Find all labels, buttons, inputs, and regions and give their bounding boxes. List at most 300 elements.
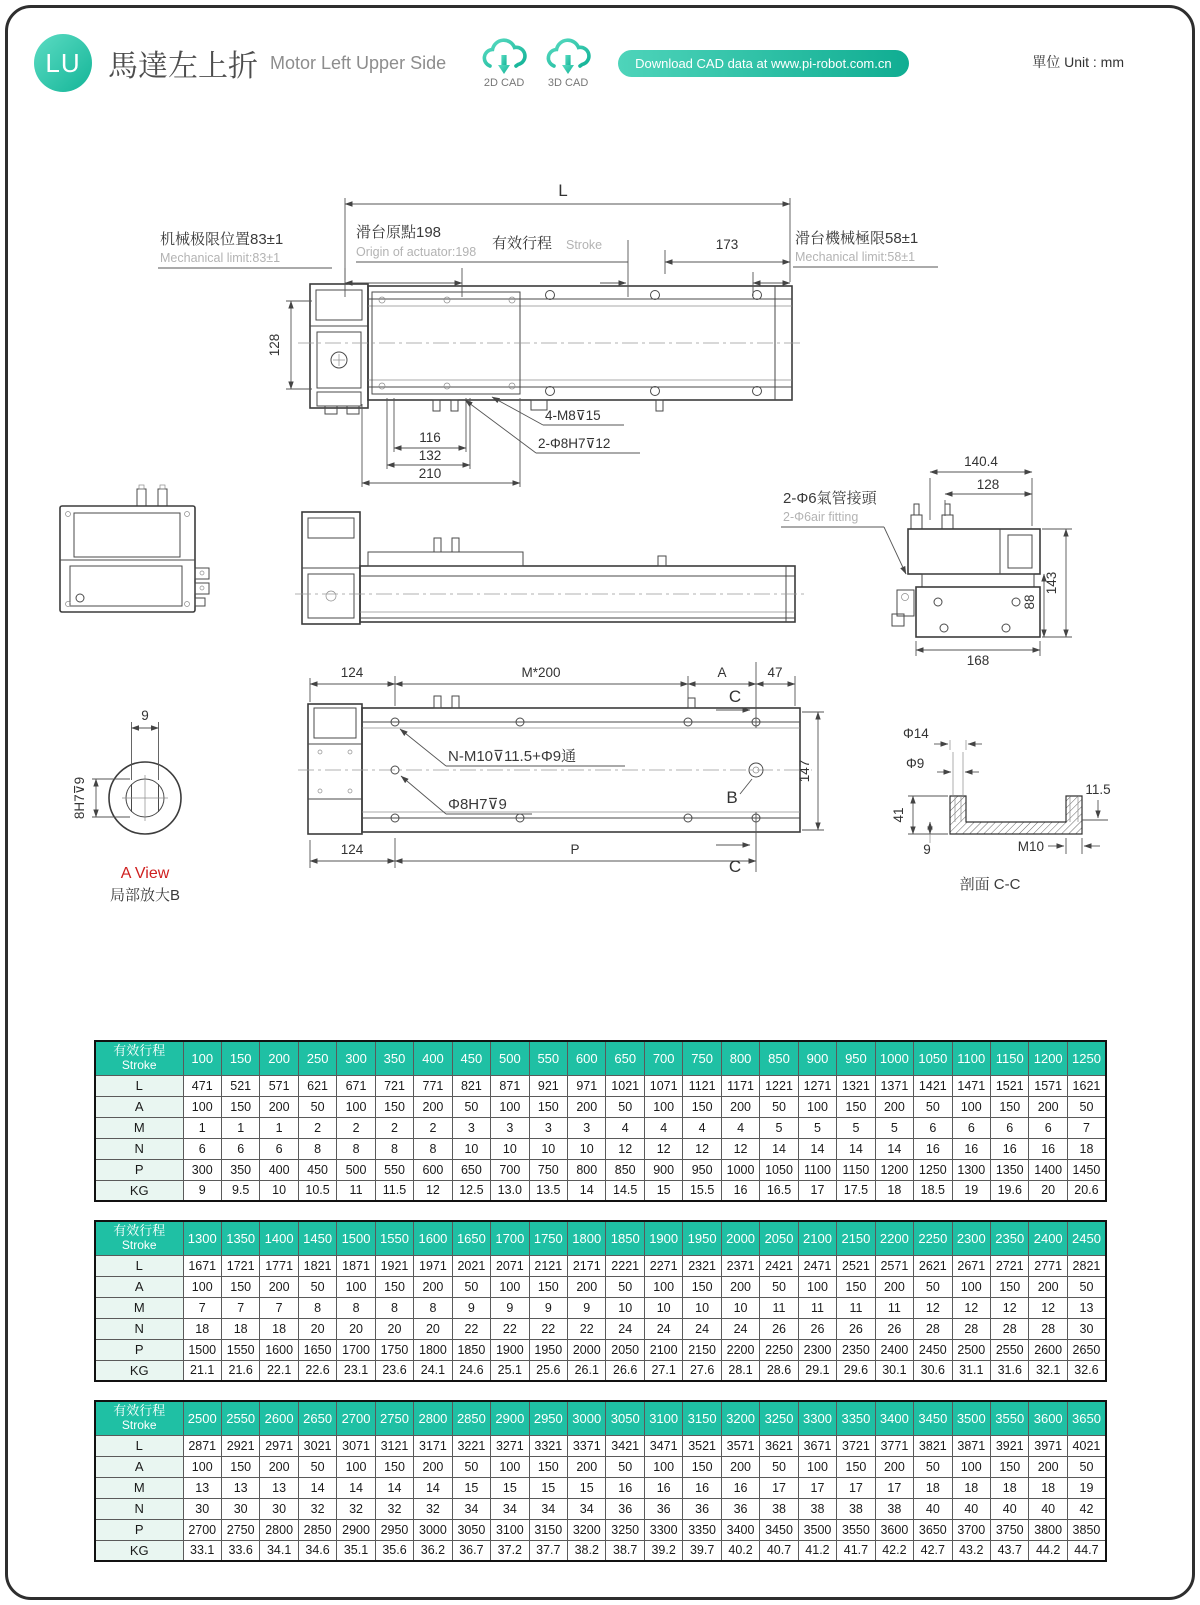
value-cell: 2271: [644, 1255, 682, 1276]
value-cell: 471: [183, 1075, 221, 1096]
table-row: [95, 1339, 1106, 1360]
value-cell: 200: [414, 1456, 452, 1477]
table-row: [95, 1477, 1106, 1498]
dim-L: L: [558, 181, 568, 200]
value-cell: 10: [491, 1138, 529, 1159]
table-row: [95, 1180, 1106, 1201]
dim-9-base: 9: [923, 842, 931, 857]
dim-phi9: Φ9: [906, 756, 925, 771]
dim-143: 143: [1044, 571, 1059, 595]
value-cell: 23.6: [375, 1360, 413, 1381]
value-cell: 100: [644, 1456, 682, 1477]
value-cell: 50: [452, 1096, 490, 1117]
value-cell: 6: [914, 1117, 952, 1138]
download-cad-banner[interactable]: Download CAD data at www.pi-robot.com.cn: [618, 50, 909, 77]
stroke-header-cell: 3350: [837, 1401, 875, 1435]
value-cell: 41.7: [837, 1540, 875, 1561]
value-cell: 3100: [491, 1519, 529, 1540]
stroke-header-cell: 2350: [991, 1221, 1029, 1255]
row-label: N: [95, 1318, 183, 1339]
value-cell: 1671: [183, 1255, 221, 1276]
value-cell: 2871: [183, 1435, 221, 1456]
value-cell: 200: [875, 1456, 913, 1477]
stroke-header-cell: 2700: [337, 1401, 375, 1435]
value-cell: 1500: [183, 1339, 221, 1360]
value-cell: 3050: [452, 1519, 490, 1540]
stroke-header-cell: 3200: [721, 1401, 759, 1435]
table-row: [95, 1096, 1106, 1117]
value-cell: 33.6: [221, 1540, 259, 1561]
value-cell: 1221: [760, 1075, 798, 1096]
value-cell: 6: [183, 1138, 221, 1159]
dim-P: P: [570, 842, 580, 857]
value-cell: 18: [183, 1318, 221, 1339]
value-cell: 16: [606, 1477, 644, 1498]
value-cell: 17: [760, 1477, 798, 1498]
value-cell: 2821: [1067, 1255, 1106, 1276]
value-cell: 14: [375, 1477, 413, 1498]
value-cell: 200: [260, 1276, 298, 1297]
value-cell: 12: [952, 1297, 990, 1318]
dim-47: 47: [767, 665, 783, 680]
value-cell: 1621: [1067, 1075, 1106, 1096]
value-cell: 1021: [606, 1075, 644, 1096]
section-cc-title: 剖面 C-C: [959, 876, 1021, 893]
value-cell: 11.5: [375, 1180, 413, 1201]
bottom-view-dimensions: [310, 662, 824, 876]
value-cell: 3550: [837, 1519, 875, 1540]
value-cell: 38.2: [568, 1540, 606, 1561]
value-cell: 17.5: [837, 1180, 875, 1201]
value-cell: 28.1: [721, 1360, 759, 1381]
value-cell: 50: [452, 1456, 490, 1477]
value-cell: 600: [414, 1159, 452, 1180]
value-cell: 150: [837, 1276, 875, 1297]
value-cell: 2950: [375, 1519, 413, 1540]
value-cell: 1100: [798, 1159, 836, 1180]
value-cell: 7: [183, 1297, 221, 1318]
value-cell: 20: [375, 1318, 413, 1339]
value-cell: 2: [298, 1117, 336, 1138]
value-cell: 3850: [1067, 1519, 1106, 1540]
stroke-header-cell: 1350: [221, 1221, 259, 1255]
value-cell: 36: [721, 1498, 759, 1519]
value-cell: 150: [221, 1276, 259, 1297]
value-cell: 2900: [337, 1519, 375, 1540]
value-cell: 40: [1029, 1498, 1067, 1519]
value-cell: 32.1: [1029, 1360, 1067, 1381]
value-cell: 50: [298, 1276, 336, 1297]
value-cell: 9: [183, 1180, 221, 1201]
value-cell: 39.2: [644, 1540, 682, 1561]
stroke-header-cell: 2050: [760, 1221, 798, 1255]
stroke-header-cell: 3300: [798, 1401, 836, 1435]
value-cell: 20: [337, 1318, 375, 1339]
value-cell: 300: [183, 1159, 221, 1180]
value-cell: 18: [260, 1318, 298, 1339]
value-cell: 50: [760, 1456, 798, 1477]
stroke-header-cell: 200: [260, 1041, 298, 1075]
top-view-dimensions: [158, 181, 938, 487]
section-label-C-bottom: C: [728, 857, 742, 876]
value-cell: 3321: [529, 1435, 567, 1456]
dim-124-bottom: 124: [340, 842, 364, 857]
value-cell: 18: [914, 1477, 952, 1498]
value-cell: 3400: [721, 1519, 759, 1540]
value-cell: 2300: [798, 1339, 836, 1360]
stroke-header-cell: 3650: [1067, 1401, 1106, 1435]
value-cell: 6: [260, 1138, 298, 1159]
stroke-header-cell: 1250: [1067, 1041, 1106, 1075]
origin-label-en: Origin of actuator:198: [356, 245, 477, 259]
value-cell: 16: [721, 1180, 759, 1201]
stroke-header-cell: 1900: [644, 1221, 682, 1255]
value-cell: 200: [721, 1096, 759, 1117]
value-cell: 621: [298, 1075, 336, 1096]
value-cell: 900: [644, 1159, 682, 1180]
value-cell: 2650: [1067, 1339, 1106, 1360]
value-cell: 1321: [837, 1075, 875, 1096]
value-cell: 3771: [875, 1435, 913, 1456]
value-cell: 7: [1067, 1117, 1106, 1138]
value-cell: 2750: [221, 1519, 259, 1540]
value-cell: 24: [644, 1318, 682, 1339]
value-cell: 821: [452, 1075, 490, 1096]
value-cell: 32.6: [1067, 1360, 1106, 1381]
stroke-header-cell: 1800: [568, 1221, 606, 1255]
value-cell: 16: [991, 1138, 1029, 1159]
3d-cad-download-button[interactable]: [542, 38, 594, 89]
value-cell: 1171: [721, 1075, 759, 1096]
dim-m200: M*200: [521, 665, 561, 680]
value-cell: 1750: [375, 1339, 413, 1360]
value-cell: 30: [260, 1498, 298, 1519]
stroke-table-1: [94, 1040, 1107, 1202]
value-cell: 3021: [298, 1435, 336, 1456]
value-cell: 36: [644, 1498, 682, 1519]
stroke-header-label: 有效行程 Stroke: [95, 1041, 183, 1075]
value-cell: 14: [760, 1138, 798, 1159]
value-cell: 24: [683, 1318, 721, 1339]
value-cell: 521: [221, 1075, 259, 1096]
mech-limit-right-label: 滑台機械極限58±1: [795, 230, 919, 247]
dim-140-4: 140.4: [964, 454, 998, 469]
value-cell: 40.2: [721, 1540, 759, 1561]
dim-41: 41: [891, 807, 906, 823]
row-label: M: [95, 1297, 183, 1318]
value-cell: 24.1: [414, 1360, 452, 1381]
value-cell: 2150: [683, 1339, 721, 1360]
value-cell: 36: [606, 1498, 644, 1519]
value-cell: 3800: [1029, 1519, 1067, 1540]
callout-2-phi8: 2-Φ8H7⊽12: [538, 436, 611, 451]
stroke-header-cell: 3050: [606, 1401, 644, 1435]
value-cell: 3650: [914, 1519, 952, 1540]
value-cell: 2971: [260, 1435, 298, 1456]
stroke-header-cell: 2150: [837, 1221, 875, 1255]
value-cell: 24: [721, 1318, 759, 1339]
value-cell: 3121: [375, 1435, 413, 1456]
value-cell: 14: [568, 1180, 606, 1201]
stroke-header-cell: 950: [837, 1041, 875, 1075]
value-cell: 3871: [952, 1435, 990, 1456]
value-cell: 1371: [875, 1075, 913, 1096]
value-cell: 22.6: [298, 1360, 336, 1381]
2d-cad-download-button[interactable]: [478, 38, 530, 89]
table-row: [95, 1297, 1106, 1318]
value-cell: 150: [375, 1096, 413, 1117]
value-cell: 2500: [952, 1339, 990, 1360]
value-cell: 4: [606, 1117, 644, 1138]
value-cell: 9: [491, 1297, 529, 1318]
value-cell: 27.6: [683, 1360, 721, 1381]
value-cell: 13: [1067, 1297, 1106, 1318]
stroke-header-cell: 150: [221, 1041, 259, 1075]
value-cell: 671: [337, 1075, 375, 1096]
stroke-header-cell: 850: [760, 1041, 798, 1075]
value-cell: 5: [837, 1117, 875, 1138]
stroke-header-cell: 350: [375, 1041, 413, 1075]
value-cell: 200: [1029, 1456, 1067, 1477]
value-cell: 3: [452, 1117, 490, 1138]
stroke-header-cell: 2450: [1067, 1221, 1106, 1255]
value-cell: 38: [875, 1498, 913, 1519]
value-cell: 8: [414, 1297, 452, 1318]
dim-147: 147: [797, 759, 812, 783]
value-cell: 9: [452, 1297, 490, 1318]
value-cell: 22.1: [260, 1360, 298, 1381]
value-cell: 2: [375, 1117, 413, 1138]
value-cell: 2021: [452, 1255, 490, 1276]
value-cell: 1771: [260, 1255, 298, 1276]
value-cell: 3471: [644, 1435, 682, 1456]
value-cell: 26: [798, 1318, 836, 1339]
value-cell: 100: [337, 1096, 375, 1117]
table-row: [95, 1519, 1106, 1540]
value-cell: 1: [221, 1117, 259, 1138]
value-cell: 1071: [644, 1075, 682, 1096]
stroke-header-cell: 2600: [260, 1401, 298, 1435]
table-row: [95, 1255, 1106, 1276]
value-cell: 22: [452, 1318, 490, 1339]
value-cell: 1950: [529, 1339, 567, 1360]
stroke-header-cell: 2850: [452, 1401, 490, 1435]
stroke-table-3: [94, 1400, 1107, 1562]
value-cell: 700: [491, 1159, 529, 1180]
value-cell: 3250: [606, 1519, 644, 1540]
value-cell: 6: [1029, 1117, 1067, 1138]
left-end-view-drawing: [60, 485, 209, 612]
value-cell: 16: [721, 1477, 759, 1498]
value-cell: 3700: [952, 1519, 990, 1540]
value-cell: 50: [760, 1096, 798, 1117]
value-cell: 2121: [529, 1255, 567, 1276]
value-cell: 50: [606, 1276, 644, 1297]
value-cell: 150: [529, 1096, 567, 1117]
stroke-header-cell: 2750: [375, 1401, 413, 1435]
value-cell: 38: [837, 1498, 875, 1519]
lu-logo: [34, 34, 92, 92]
value-cell: 2550: [991, 1339, 1029, 1360]
value-cell: 50: [760, 1276, 798, 1297]
stroke-header-cell: 250: [298, 1041, 336, 1075]
value-cell: 11: [837, 1297, 875, 1318]
value-cell: 100: [644, 1096, 682, 1117]
value-cell: 25.1: [491, 1360, 529, 1381]
value-cell: 1400: [1029, 1159, 1067, 1180]
stroke-header-cell: 1850: [606, 1221, 644, 1255]
stroke-header-cell: 3450: [914, 1401, 952, 1435]
front-elevation-drawing: [295, 512, 806, 624]
value-cell: 15: [529, 1477, 567, 1498]
value-cell: 5: [798, 1117, 836, 1138]
value-cell: 2400: [875, 1339, 913, 1360]
value-cell: 4021: [1067, 1435, 1106, 1456]
value-cell: 100: [183, 1276, 221, 1297]
dim-210: 210: [418, 466, 442, 481]
a-view-detail-drawing: [72, 708, 181, 904]
cad-download-icons: [478, 38, 594, 89]
stroke-header-cell: 1600: [414, 1221, 452, 1255]
value-cell: 29.1: [798, 1360, 836, 1381]
value-cell: 14: [798, 1138, 836, 1159]
value-cell: 2621: [914, 1255, 952, 1276]
value-cell: 200: [568, 1276, 606, 1297]
table-row: [95, 1456, 1106, 1477]
value-cell: 9.5: [221, 1180, 259, 1201]
stroke-header-cell: 1200: [1029, 1041, 1067, 1075]
dim-124-top: 124: [340, 665, 364, 680]
value-cell: 40.7: [760, 1540, 798, 1561]
stroke-header-cell: 300: [337, 1041, 375, 1075]
value-cell: 150: [529, 1456, 567, 1477]
value-cell: 8: [375, 1297, 413, 1318]
value-cell: 100: [337, 1276, 375, 1297]
table-row: [95, 1318, 1106, 1339]
value-cell: 10: [683, 1297, 721, 1318]
value-cell: 100: [952, 1096, 990, 1117]
value-cell: 6: [991, 1117, 1029, 1138]
value-cell: 2450: [914, 1339, 952, 1360]
value-cell: 34: [491, 1498, 529, 1519]
stroke-header-cell: 3500: [952, 1401, 990, 1435]
stroke-header-cell: 3100: [644, 1401, 682, 1435]
stroke-header-cell: 750: [683, 1041, 721, 1075]
value-cell: 3171: [414, 1435, 452, 1456]
value-cell: 6: [952, 1117, 990, 1138]
value-cell: 30.6: [914, 1360, 952, 1381]
value-cell: 35.1: [337, 1540, 375, 1561]
value-cell: 2700: [183, 1519, 221, 1540]
value-cell: 2050: [606, 1339, 644, 1360]
value-cell: 150: [683, 1276, 721, 1297]
value-cell: 771: [414, 1075, 452, 1096]
dim-8h7: 8H7⊽9: [72, 776, 87, 820]
value-cell: 20: [298, 1318, 336, 1339]
value-cell: 2600: [1029, 1339, 1067, 1360]
value-cell: 50: [452, 1276, 490, 1297]
value-cell: 28: [952, 1318, 990, 1339]
value-cell: 14: [414, 1477, 452, 1498]
value-cell: 1571: [1029, 1075, 1067, 1096]
stroke-header-cell: 2650: [298, 1401, 336, 1435]
row-label: M: [95, 1117, 183, 1138]
value-cell: 12.5: [452, 1180, 490, 1201]
right-side-view-dimensions: [781, 454, 1072, 668]
value-cell: 17: [798, 1180, 836, 1201]
value-cell: 3: [568, 1117, 606, 1138]
value-cell: 50: [606, 1456, 644, 1477]
value-cell: 37.7: [529, 1540, 567, 1561]
value-cell: 2771: [1029, 1255, 1067, 1276]
value-cell: 12: [644, 1138, 682, 1159]
stroke-header-cell: 2950: [529, 1401, 567, 1435]
value-cell: 200: [568, 1096, 606, 1117]
table-row: [95, 1117, 1106, 1138]
value-cell: 2321: [683, 1255, 721, 1276]
value-cell: 100: [491, 1096, 529, 1117]
value-cell: 3350: [683, 1519, 721, 1540]
value-cell: 200: [1029, 1096, 1067, 1117]
value-cell: 150: [375, 1276, 413, 1297]
value-cell: 13.0: [491, 1180, 529, 1201]
value-cell: 16.5: [760, 1180, 798, 1201]
value-cell: 750: [529, 1159, 567, 1180]
value-cell: 10: [721, 1297, 759, 1318]
value-cell: 12: [606, 1138, 644, 1159]
a-view-title: A View: [120, 865, 170, 882]
value-cell: 12: [1029, 1297, 1067, 1318]
label-A: A: [717, 665, 727, 680]
row-label: L: [95, 1435, 183, 1456]
value-cell: 17: [875, 1477, 913, 1498]
value-cell: 1700: [337, 1339, 375, 1360]
value-cell: 800: [568, 1159, 606, 1180]
value-cell: 100: [491, 1456, 529, 1477]
value-cell: 34.1: [260, 1540, 298, 1561]
air-fitting-label: 2-Φ6氣管接頭: [783, 490, 877, 507]
value-cell: 27.1: [644, 1360, 682, 1381]
table-row: [95, 1498, 1106, 1519]
value-cell: 500: [337, 1159, 375, 1180]
label-B: B: [726, 788, 738, 807]
stroke-header-cell: 3000: [568, 1401, 606, 1435]
value-cell: 44.7: [1067, 1540, 1106, 1561]
value-cell: 1050: [760, 1159, 798, 1180]
value-cell: 30.1: [875, 1360, 913, 1381]
value-cell: 2921: [221, 1435, 259, 1456]
air-fitting-label-en: 2-Φ6air fitting: [783, 510, 859, 524]
value-cell: 150: [991, 1276, 1029, 1297]
value-cell: 36.2: [414, 1540, 452, 1561]
value-cell: 12: [991, 1297, 1029, 1318]
value-cell: 3971: [1029, 1435, 1067, 1456]
value-cell: 100: [491, 1276, 529, 1297]
value-cell: 2800: [260, 1519, 298, 1540]
stroke-header-cell: 900: [798, 1041, 836, 1075]
value-cell: 33.1: [183, 1540, 221, 1561]
row-label: L: [95, 1075, 183, 1096]
value-cell: 21.1: [183, 1360, 221, 1381]
value-cell: 8: [414, 1138, 452, 1159]
value-cell: 15: [568, 1477, 606, 1498]
stroke-header-cell: 1950: [683, 1221, 721, 1255]
stroke-header-cell: 800: [721, 1041, 759, 1075]
table-row: [95, 1360, 1106, 1381]
stroke-header-cell: 1700: [491, 1221, 529, 1255]
value-cell: 7: [221, 1297, 259, 1318]
value-cell: 19.6: [991, 1180, 1029, 1201]
